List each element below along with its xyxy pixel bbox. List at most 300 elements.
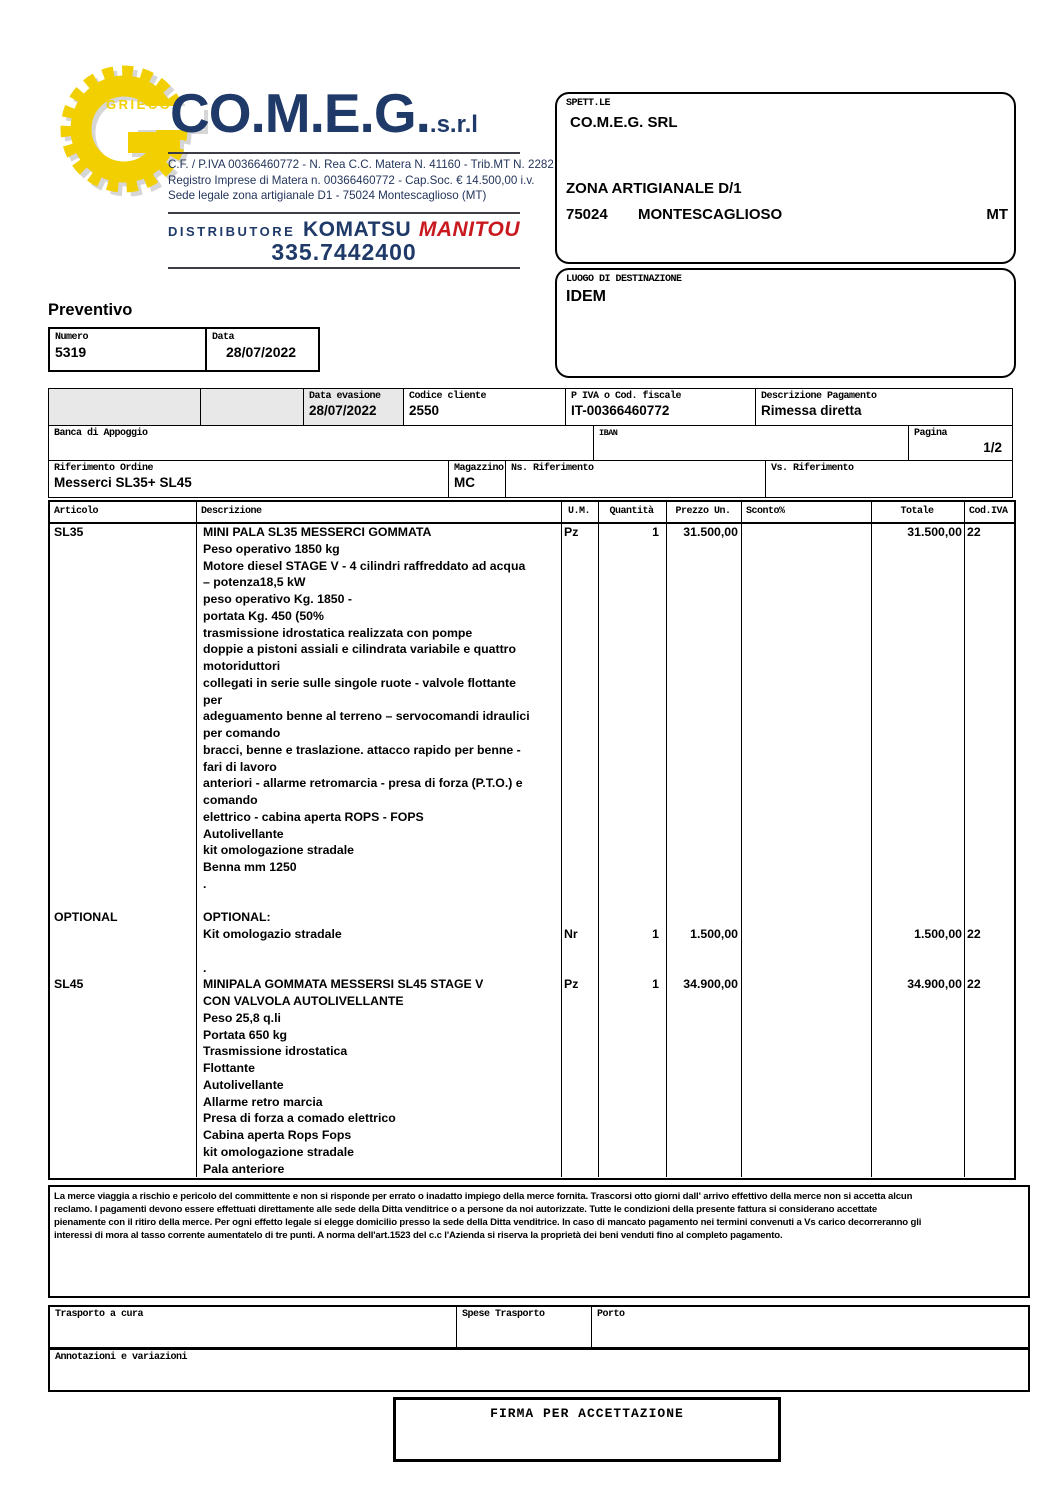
item-cell-s (742, 976, 872, 993)
numero-label: Numero (55, 332, 89, 343)
item-cell-a (50, 692, 197, 709)
data-value: 28/07/2022 (226, 344, 297, 360)
item-cell-s (742, 842, 872, 859)
item-cell-t (872, 658, 965, 675)
item-cell-um (562, 876, 599, 893)
item-cell-a (50, 742, 197, 759)
item-cell-p (667, 1060, 742, 1077)
item-cell-i (965, 591, 1014, 608)
item-cell-t: 1.500,00 (872, 926, 965, 943)
item-cell-d: trasmissione idrostatica realizzata con pompe (197, 625, 562, 642)
item-cell-t (872, 909, 965, 926)
pagamento-value: Rimessa diretta (761, 403, 862, 418)
item-cell-s (742, 692, 872, 709)
item-cell-t (872, 725, 965, 742)
item-cell-s (742, 1127, 872, 1144)
banca-label: Banca di Appoggio (54, 428, 148, 439)
item-cell-um: Nr (562, 926, 599, 943)
info-row-1 (48, 388, 1013, 426)
pagamento-cell (755, 389, 1012, 425)
item-cell-p (667, 792, 742, 809)
item-cell-um (562, 1043, 599, 1060)
terms-line: pienamente con il ritiro della merce. Per ogni effetto legale si elegge domicilio presso la sede della Ditta venditrice. In caso di mancato pagamento nei termini convenuti a Vs carico decorreranno gli (54, 1217, 922, 1228)
item-cell-p (667, 591, 742, 608)
pagamento-label: Descrizione Pagamento (761, 391, 877, 402)
item-cell-a (50, 876, 197, 893)
item-cell-i (965, 1127, 1014, 1144)
item-cell-q (599, 993, 667, 1010)
iban-label: IBAN (599, 428, 618, 438)
item-cell-i (965, 658, 1014, 675)
item-cell-d: Peso operativo 1850 kg (197, 541, 562, 558)
item-cell-t (872, 943, 965, 960)
item-cell-p (667, 943, 742, 960)
trasporto-cell (50, 1307, 457, 1347)
item-cell-a (50, 1094, 197, 1111)
item-cell-s (742, 1144, 872, 1161)
spese-trasporto-label: Spese Trasporto (462, 1309, 545, 1320)
item-cell-i (965, 1077, 1014, 1094)
item-cell-a (50, 725, 197, 742)
codice-cliente-label: Codice cliente (409, 391, 487, 402)
divider (168, 152, 520, 154)
item-cell-s (742, 809, 872, 826)
item-cell-p: 31.500,00 (667, 524, 742, 541)
legal-line-1: C.F. / P.IVA 00366460772 - N. Rea C.C. Matera N. 41160 - Trib.MT N. 2282 (168, 158, 554, 171)
vs-riferimento-label: Vs. Riferimento (771, 463, 854, 474)
item-cell-q (599, 893, 667, 910)
item-cell-i (965, 792, 1014, 809)
item-cell-p (667, 1010, 742, 1027)
item-cell-d: fari di lavoro (197, 759, 562, 776)
item-cell-q (599, 708, 667, 725)
item-cell-d: Autolivellante (197, 826, 562, 843)
item-cell-q (599, 1043, 667, 1060)
item-cell-t (872, 608, 965, 625)
item-cell-i: 22 (967, 977, 981, 992)
item-cell-p (667, 842, 742, 859)
item-cell-a (50, 675, 197, 692)
item-cell-s (742, 926, 872, 943)
item-cell-um (562, 826, 599, 843)
item-cell-s (742, 524, 872, 541)
item-cell-i (965, 708, 1014, 725)
item-cell-um (562, 574, 599, 591)
item-cell-q (599, 641, 667, 658)
empty-cell (200, 389, 303, 425)
item-cell-a (50, 759, 197, 776)
item-cell-p (667, 541, 742, 558)
item-cell-p (667, 809, 742, 826)
item-cell-t (872, 1077, 965, 1094)
item-cell-p (667, 558, 742, 575)
item-cell-t (872, 558, 965, 575)
destination-value: IDEM (566, 288, 606, 305)
item-cell-q (599, 859, 667, 876)
item-cell-p (667, 759, 742, 776)
item-cell-p: 1.500,00 (667, 926, 742, 943)
item-cell-q (599, 943, 667, 960)
item-cell-p (667, 725, 742, 742)
item-cell-a (50, 708, 197, 725)
item-cell-um (562, 641, 599, 658)
item-cell-d: collegati in serie sulle singole ruote - valvole flottante (197, 675, 562, 692)
item-cell-p (667, 1161, 742, 1178)
item-cell-d: peso operativo Kg. 1850 - (197, 591, 562, 608)
item-cell-s (742, 558, 872, 575)
item-cell-t (872, 826, 965, 843)
item-cell-p (667, 859, 742, 876)
item-cell-um (562, 809, 599, 826)
item-cell-q (599, 591, 667, 608)
item-cell-um: Pz (562, 524, 599, 541)
item-cell-t (872, 692, 965, 709)
item-cell-t (872, 960, 965, 977)
item-cell-s (742, 1094, 872, 1111)
item-cell-i (965, 1110, 1014, 1127)
porto-cell (592, 1307, 1028, 1347)
item-cell-d (197, 893, 562, 910)
item-cell-q (599, 909, 667, 926)
item-cell-q (599, 1161, 667, 1178)
item-cell-s (742, 1043, 872, 1060)
item-cell-s (742, 893, 872, 910)
item-cell-um (562, 909, 599, 926)
empty-cell (48, 389, 200, 425)
item-cell-p (667, 742, 742, 759)
porto-label: Porto (597, 1309, 625, 1320)
item-cell-t (872, 893, 965, 910)
items-table (48, 500, 1016, 1180)
item-cell-a (50, 859, 197, 876)
item-cell-t (872, 641, 965, 658)
item-cell-a (50, 1060, 197, 1077)
item-cell-um (562, 1161, 599, 1178)
item-cell-t: 31.500,00 (872, 524, 965, 541)
item-cell-d: anteriori - allarme retromarcia - presa di forza (P.T.O.) e (197, 775, 562, 792)
item-cell-d: elettrico - cabina aperta ROPS - FOPS (197, 809, 562, 826)
item-cell-d: CON VALVOLA AUTOLIVELLANTE (197, 993, 562, 1010)
manitou-brand: MANITOU (418, 218, 520, 241)
item-cell-d: per (197, 692, 562, 709)
item-cell-d: Pala anteriore (197, 1161, 562, 1178)
item-cell-t (872, 1027, 965, 1044)
item-cell-a (50, 926, 197, 943)
item-cell-t (872, 591, 965, 608)
divider (168, 267, 520, 269)
vs-riferimento-cell (765, 461, 1012, 497)
item-cell-d: kit omologazione stradale (197, 1144, 562, 1161)
item-cell-d: MINIPALA GOMMATA MESSERSI SL45 STAGE V (197, 976, 562, 993)
item-cell-i: 22 (967, 525, 981, 539)
item-cell-um (562, 792, 599, 809)
item-cell-d: Cabina aperta Rops Fops (197, 1127, 562, 1144)
item-cell-q (599, 759, 667, 776)
item-cell-i (965, 558, 1014, 575)
item-cell-um (562, 591, 599, 608)
item-cell-a (50, 1144, 197, 1161)
item-cell-i (965, 725, 1014, 742)
item-cell-q (599, 742, 667, 759)
company-suffix: .s.r.l (429, 111, 478, 138)
item-cell-p (667, 960, 742, 977)
item-cell-s (742, 960, 872, 977)
item-cell-q (599, 826, 667, 843)
recipient-name: CO.M.E.G. SRL (570, 114, 678, 131)
item-cell-s (742, 658, 872, 675)
phone-number: 335.7442400 (271, 239, 417, 265)
item-cell-um (562, 1094, 599, 1111)
item-cell-s (742, 859, 872, 876)
item-cell-t (872, 1094, 965, 1111)
company-name: CO.M.E.G. (170, 82, 430, 144)
item-cell-a (50, 1043, 197, 1060)
item-cell-a (50, 893, 197, 910)
header-descrizione: Descrizione (197, 502, 562, 522)
item-cell-q (599, 792, 667, 809)
item-cell-d: MINI PALA SL35 MESSERCI GOMMATA (197, 524, 562, 541)
item-cell-q (599, 1144, 667, 1161)
item-cell-i (965, 608, 1014, 625)
item-cell-i (965, 876, 1014, 893)
item-cell-q: 1 (599, 926, 667, 943)
item-cell-q (599, 1010, 667, 1027)
data-evasione-label: Data evasione (309, 391, 381, 402)
item-cell-s (742, 993, 872, 1010)
magazzino-value: MC (454, 475, 475, 490)
terms-line: La merce viaggia a rischio e pericolo del committente e non si risponde per errato o inadatto impiego della merce fornita. Trascorsi otto giorni dall' arrivo effettivo della merce non si accetta alcun (54, 1191, 913, 1202)
item-cell-um (562, 759, 599, 776)
item-cell-i (965, 943, 1014, 960)
header-um: U.M. (562, 502, 599, 522)
item-cell-t (872, 1043, 965, 1060)
item-cell-i (965, 742, 1014, 759)
item-cell-d: Autolivellante (197, 1077, 562, 1094)
document-title: Preventivo (48, 301, 133, 319)
item-cell-p (667, 1043, 742, 1060)
item-cell-um (562, 1010, 599, 1027)
item-cell-s (742, 909, 872, 926)
item-cell-a (50, 1010, 197, 1027)
item-cell-s (742, 1060, 872, 1077)
item-cell-t (872, 574, 965, 591)
item-cell-t (872, 859, 965, 876)
item-cell-a (50, 1077, 197, 1094)
item-cell-q (599, 842, 667, 859)
item-cell-d: OPTIONAL: (197, 909, 562, 926)
item-cell-q (599, 574, 667, 591)
item-cell-p (667, 909, 742, 926)
item-cell-d: Allarme retro marcia (197, 1094, 562, 1111)
item-cell-d: comando (197, 792, 562, 809)
annotations-label: Annotazioni e variazioni (55, 1352, 188, 1363)
komatsu-brand: KOMATSU (303, 218, 412, 241)
item-cell-um: Pz (562, 976, 599, 993)
magazzino-label: Magazzino (454, 463, 504, 474)
item-cell-a (50, 591, 197, 608)
annotations-box (48, 1348, 1030, 1392)
item-cell-um (562, 675, 599, 692)
items-table-header (50, 502, 1014, 524)
item-cell-t (872, 1144, 965, 1161)
header-sconto: Sconto% (742, 502, 872, 522)
item-cell-a (50, 608, 197, 625)
item-cell-t (872, 1010, 965, 1027)
item-cell-t (872, 792, 965, 809)
item-cell-d: Flottante (197, 1060, 562, 1077)
item-cell-um (562, 608, 599, 625)
item-cell-p (667, 574, 742, 591)
item-cell-a (50, 1127, 197, 1144)
item-cell-um (562, 1027, 599, 1044)
item-cell-um (562, 541, 599, 558)
item-cell-um (562, 1110, 599, 1127)
item-cell-i (965, 960, 1014, 977)
item-cell-i (965, 1043, 1014, 1060)
item-cell-p (667, 708, 742, 725)
company-wordmark (170, 82, 522, 144)
item-cell-um (562, 893, 599, 910)
item-cell-d: . (197, 876, 562, 893)
item-cell-i (965, 1094, 1014, 1111)
data-label: Data (212, 332, 235, 343)
item-cell-i (965, 993, 1014, 1010)
item-cell-s (742, 742, 872, 759)
legal-line-2: Registro Imprese di Matera n. 00366460772 - Cap.Soc. € 14.500,00 i.v. (168, 173, 535, 187)
item-cell-q (599, 809, 667, 826)
piva-value: IT-00366460772 (571, 403, 670, 418)
item-cell-s (742, 541, 872, 558)
item-cell-q (599, 1110, 667, 1127)
item-cell-p (667, 658, 742, 675)
item-cell-d: Peso 25,8 q.li (197, 1010, 562, 1027)
item-cell-a (50, 792, 197, 809)
item-cell-i (965, 909, 1014, 926)
item-cell-d: Presa di forza a comado elettrico (197, 1110, 562, 1127)
recipient-city: MONTESCAGLIOSO (638, 206, 783, 223)
piva-cell (565, 389, 755, 425)
grieco-wordmark: GRIECO (106, 97, 173, 112)
pagina-cell (908, 426, 1012, 460)
transport-box (48, 1305, 1030, 1349)
item-cell-d: doppie a pistoni assiali e cilindrata variabile e quattro (197, 641, 562, 658)
item-cell-s (742, 1161, 872, 1178)
item-cell-p (667, 1077, 742, 1094)
item-cell-um (562, 842, 599, 859)
item-cell-d: Benna mm 1250 (197, 859, 562, 876)
piva-label: P IVA o Cod. fiscale (571, 391, 682, 402)
item-cell-i (965, 541, 1014, 558)
item-cell-t (872, 842, 965, 859)
item-cell-um (562, 658, 599, 675)
item-cell-s (742, 574, 872, 591)
item-cell-um (562, 708, 599, 725)
item-cell-q: 1 (599, 976, 667, 993)
item-cell-d (197, 943, 562, 960)
item-cell-p (667, 641, 742, 658)
item-cell-d: Motore diesel STAGE V - 4 cilindri raffreddato ad acqua (197, 558, 562, 575)
item-cell-q (599, 625, 667, 642)
item-cell-t (872, 625, 965, 642)
item-cell-um (562, 943, 599, 960)
item-cell-t (872, 1060, 965, 1077)
item-cell-a (50, 943, 197, 960)
item-cell-i (965, 625, 1014, 642)
item-cell-p (667, 826, 742, 843)
item-cell-t (872, 1161, 965, 1178)
distributor-label: DISTRIBUTORE (168, 224, 296, 239)
item-cell-q (599, 1077, 667, 1094)
item-cell-s (742, 708, 872, 725)
item-cell-um (562, 1077, 599, 1094)
info-row-2 (48, 425, 1013, 461)
item-cell-a (50, 993, 197, 1010)
item-cell-d: bracci, benne e traslazione. attacco rapido per benne - (197, 742, 562, 759)
item-cell-s (742, 759, 872, 776)
item-cell-i (965, 893, 1014, 910)
codice-cliente-value: 2550 (409, 403, 440, 418)
item-cell-d: portata Kg. 450 (50% (197, 608, 562, 625)
item-cell-s (742, 876, 872, 893)
item-cell-q: 1 (599, 524, 667, 541)
item-cell-um (562, 1144, 599, 1161)
item-cell-d: adeguamento benne al terreno – servocomandi idraulici (197, 708, 562, 725)
signature-label: FIRMA PER ACCETTAZIONE (490, 1406, 684, 1421)
item-cell-q (599, 1094, 667, 1111)
item-cell-s (742, 641, 872, 658)
item-cell-q (599, 558, 667, 575)
recipient-cap: 75024 (566, 206, 608, 223)
terms-line: interessi di mora al tasso corrente aumentatelo di tre punti. A norma dell'art.1523 del c.c l'Azienda si riserva la proprietà dei beni venduti fino al completo pagamento. (54, 1230, 783, 1241)
item-cell-um (562, 1127, 599, 1144)
item-cell-p (667, 876, 742, 893)
item-cell-um (562, 960, 599, 977)
item-cell-q (599, 725, 667, 742)
item-cell-a (50, 558, 197, 575)
terms-and-conditions (48, 1185, 1030, 1298)
company-legal-info (168, 157, 554, 204)
item-cell-i (965, 759, 1014, 776)
item-cell-p (667, 692, 742, 709)
rif-ordine-value: Messerci SL35+ SL45 (54, 475, 192, 490)
item-cell-d: . (197, 960, 562, 977)
item-cell-a (50, 842, 197, 859)
legal-line-3: Sede legale zona artigianale D1 - 75024 Montescaglioso (MT) (168, 189, 487, 202)
item-cell-t (872, 759, 965, 776)
item-cell-a (50, 641, 197, 658)
trasporto-label: Trasporto a cura (55, 1309, 144, 1320)
item-cell-d: kit omologazione stradale (197, 842, 562, 859)
data-evasione-cell (303, 389, 403, 425)
item-cell-um (562, 742, 599, 759)
recipient-box (555, 92, 1016, 264)
item-cell-q (599, 775, 667, 792)
item-cell-a (50, 775, 197, 792)
pagina-label: Pagina (914, 428, 948, 439)
recipient-city-row (566, 206, 1008, 223)
item-cell-a: SL45 (50, 976, 197, 993)
recipient-address: ZONA ARTIGIANALE D/1 (566, 180, 742, 197)
signature-box (393, 1397, 781, 1462)
item-cell-q (599, 658, 667, 675)
number-date-box (48, 327, 320, 372)
item-cell-um (562, 775, 599, 792)
spese-trasporto-cell (457, 1307, 592, 1347)
item-cell-p (667, 1110, 742, 1127)
item-cell-s (742, 591, 872, 608)
item-cell-t (872, 1127, 965, 1144)
header-articolo: Articolo (50, 502, 197, 522)
